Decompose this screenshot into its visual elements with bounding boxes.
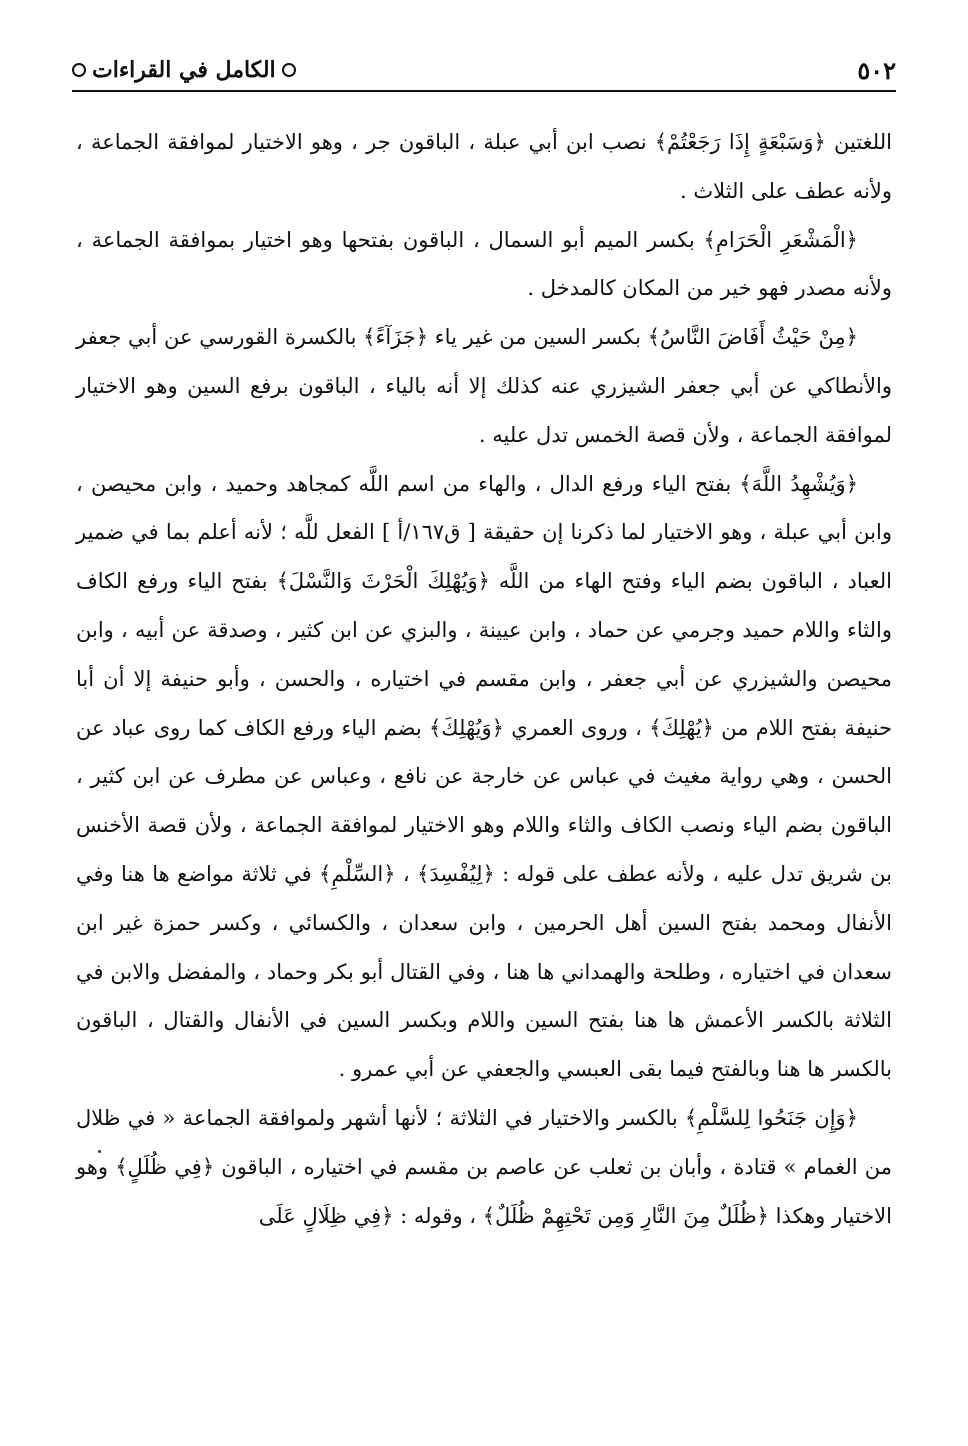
scan-speck (98, 1150, 101, 1153)
circle-ornament-icon (72, 63, 86, 77)
page-header (72, 50, 896, 92)
paragraph: ﴿مِنْ حَيْثُ أَفَاضَ النَّاسُ﴾ بكسر السين من غير ياء ﴿جَزَآءً﴾ بالكسرة القورسي عن أبي جعفر والأنطاكي عن أبي جعفر الشيزري عنه كذلك إلا أنه بالياء ، الباقون برفع السين وهو الاختيار لموافقة الجماعة ، ولأن قصة الخمس تدل عليه . (76, 325, 892, 447)
paragraph: اللغتين ﴿وَسَبْعَةٍ إِذَا رَجَعْتُمْ﴾ نصب ابن أبي عبلة ، الباقون جر ، وهو الاختيار لموافقة الجماعة ، ولأنه عطف على الثلاث . (76, 130, 892, 203)
page-number: ٥٠٢ (857, 55, 896, 85)
book-title: الكامل في القراءات (92, 57, 276, 83)
page-body (76, 118, 892, 1240)
paragraph: ﴿الْمَشْعَرِ الْحَرَامِ﴾ بكسر الميم أبو السمال ، الباقون بفتحها وهو اختيار بموافقة الجماعة ، ولأنه مصدر فهو خير من المكان كالمدخل . (76, 227, 892, 301)
paragraph: ﴿وَيُشْهِدُ اللَّهَ﴾ بفتح الياء ورفع الدال ، والهاء من اسم اللَّه كمجاهد وحميد ، وابن محيصن ، وابن أبي عبلة ، وهو الاختيار لما ذكرنا إن حقيقة [ ق١٦٧/أ ] الفعل للَّه ؛ لأنه أعلم بما في ضمير العباد ، الباقون بضم الياء وفتح الهاء من اللَّه ﴿وَيُهْلِكَ الْحَرْثَ وَالنَّسْلَ﴾ بفتح الياء ورفع الكاف والثاء واللام حميد وجرمي عن حماد ، وابن عيينة ، والبزي عن ابن كثير ، وصدقة عن أبيه ، وابن محيصن والشيزري عن أبي جعفر ، وابن مقسم في اختياره ، والحسن ، وأبو حنيفة إلا أن أبا حنيفة بفتح اللام من ﴿يُهْلِكَ﴾ ، وروى العمري ﴿وَيُهْلِكَ﴾ بضم الياء ورفع الكاف كما روى عباد عن الحسن ، وهي رواية مغيث في عباس عن خارجة عن نافع ، وعباس عن مطرف عن ابن كثير ، الباقون بضم الياء ونصب الكاف والثاء واللام وهو الاختيار لموافقة الجماعة ، ولأن قصة الأخنس بن شريق تدل عليه ، ولأنه عطف على قوله : ﴿لِيُفْسِدَ﴾ ، ﴿السِّلْمِ﴾ في ثلاثة مواضع ها هنا وفي الأنفال ومحمد بفتح السين أهل الحرمين ، وابن سعدان ، والكسائي ، وكسر حمزة غير ابن سعدان في اختياره ، وطلحة والهمداني ها هنا ، وفي القتال أبو بكر وحماد ، والمفضل والابن في الثلاثة بالكسر الأعمش ها هنا بفتح السين واللام وبكسر السين في الأنفال والقتال ، الباقون بالكسر ها هنا وبالفتح فيما بقى العبسي والجعفي عن أبي عمرو . (76, 471, 892, 1082)
circle-ornament-icon (282, 63, 296, 77)
book-title-block (72, 57, 296, 83)
paragraph: ﴿وَإِن جَنَحُوا لِلسَّلْمِ﴾ بالكسر والاختيار في الثلاثة ؛ لأنها أشهر ولموافقة الجماعة « في ظلال من الغمام » قتادة ، وأبان بن ثعلب عن عاصم بن مقسم في اختياره ، الباقون ﴿فِي ظُلَلٍ﴾ وهو الاختيار وهكذا ﴿ظُلَلٌ مِنَ النَّارِ وَمِن تَحْتِهِمْ ظُلَلٌ﴾ ، وقوله : ﴿فِي ظِلَالٍ عَلَى (76, 1105, 892, 1228)
